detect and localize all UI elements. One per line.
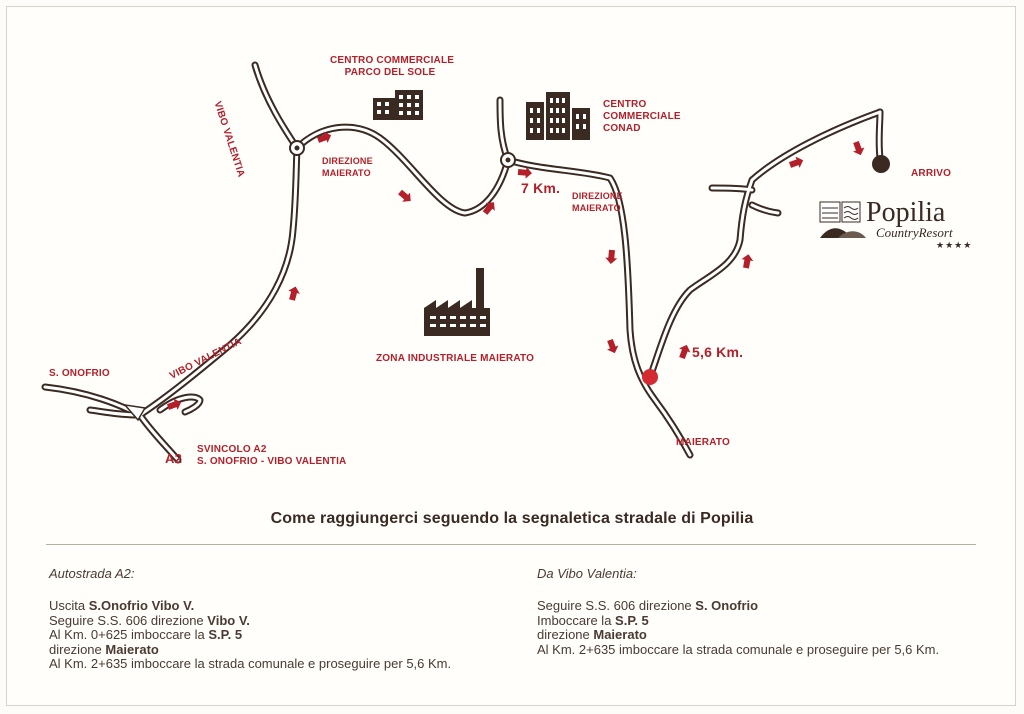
label-vibo-valentia-road: VIBO VALENTIA: [168, 336, 244, 382]
logo-stars: ★★★★: [936, 240, 973, 250]
directions-line: [49, 643, 451, 658]
label-direzione-maierato-1: [322, 155, 373, 179]
roads: [45, 65, 880, 460]
label-line: PARCO DEL SOLE: [344, 67, 436, 78]
text: Seguire S.S. 606 direzione: [49, 612, 208, 628]
label-5-6-km: 5,6 Km.: [692, 344, 744, 360]
arrow-icon: [396, 187, 414, 205]
label-line: CENTRO COMMERCIALE: [330, 55, 455, 66]
office-tower-icon: [526, 92, 590, 140]
text: direzione: [537, 627, 594, 642]
label-7-km: 7 Km.: [521, 180, 561, 196]
destination-dot-icon: [872, 155, 890, 173]
resort-logo: [818, 198, 978, 254]
label-line: DIREZIONE: [572, 191, 623, 201]
label-centro-commerciale-conad: [603, 99, 681, 135]
directions-line: [537, 628, 939, 643]
label-maierato: MAIERATO: [676, 437, 731, 448]
arrow-icon: [788, 155, 805, 171]
directions-line: Al Km. 2+635 imboccare la strada comunale e proseguire per 5,6 Km.: [49, 656, 452, 671]
directions-line: [537, 614, 939, 629]
text: Uscita: [49, 598, 89, 613]
label-line: CENTRO: [603, 99, 647, 110]
label-zona-industriale-maierato: ZONA INDUSTRIALE MAIERATO: [376, 353, 535, 364]
start-dot-icon: [642, 369, 658, 385]
directions-line: [49, 628, 451, 643]
label-line: SVINCOLO A2: [197, 444, 267, 455]
arrow-icon: [850, 140, 866, 157]
label-svincolo-a2: [197, 444, 346, 468]
logo-subtitle: CountryResort: [876, 225, 953, 240]
roundabout-icon: [125, 141, 515, 420]
text: direzione: [49, 641, 106, 657]
arrow-icon: [740, 253, 754, 269]
label-a2: A2: [165, 451, 183, 466]
building-icon: [373, 90, 423, 120]
label-line: S. ONOFRIO - VIBO VALENTIA: [197, 456, 347, 467]
arrow-icon: [605, 249, 618, 264]
arrow-icon: [604, 338, 620, 355]
text-bold: S.Onofrio Vibo V.: [88, 598, 195, 613]
text: Al Km. 0+625 imboccare la: [49, 627, 209, 642]
label-vibo-valentia-north: VIBO VALENTIA: [211, 100, 247, 179]
directions-line: Al Km. 2+635 imboccare la strada comunale e proseguire per 5,6 Km.: [537, 641, 940, 657]
label-line: COMMERCIALE: [603, 111, 681, 122]
label-line: CONAD: [603, 123, 641, 134]
text: Seguire S.S. 606 direzione: [537, 598, 696, 613]
text-bold: S.P. 5: [208, 627, 243, 642]
label-centro-commerciale-parco-del-sole: [330, 55, 455, 79]
factory-icon: [424, 268, 490, 336]
label-line: MAIERATO: [572, 203, 621, 213]
directions-autostrada: [49, 566, 451, 672]
label-direzione-maierato-2: [572, 190, 623, 214]
arrow-icon: [676, 343, 692, 360]
directions-line: [537, 599, 939, 614]
arrow-icon: [286, 285, 301, 302]
text-bold: S.P. 5: [615, 612, 649, 628]
page-title: Come raggiungerci seguendo la segnaletica stradale di Popilia: [270, 510, 754, 527]
text: Imboccare la: [537, 612, 616, 628]
directions-heading: Da Vibo Valentia:: [537, 566, 637, 581]
directions-heading: Autostrada A2:: [49, 566, 135, 581]
label-s-onofrio: S. ONOFRIO: [49, 368, 110, 379]
label-line: DIREZIONE: [322, 156, 373, 166]
directions-vibo-valentia: [537, 566, 939, 657]
logo-name: Popilia: [866, 197, 946, 228]
directions-line: [49, 614, 451, 629]
divider: [46, 544, 976, 545]
label-line: MAIERATO: [322, 168, 371, 178]
text-bold: Vibo V.: [207, 612, 250, 628]
text-bold: Maierato: [593, 627, 647, 642]
directions-line: [49, 599, 451, 614]
text-bold: Maierato: [105, 641, 159, 657]
label-arrivo: ARRIVO: [911, 168, 952, 179]
text-bold: S. Onofrio: [695, 598, 759, 613]
